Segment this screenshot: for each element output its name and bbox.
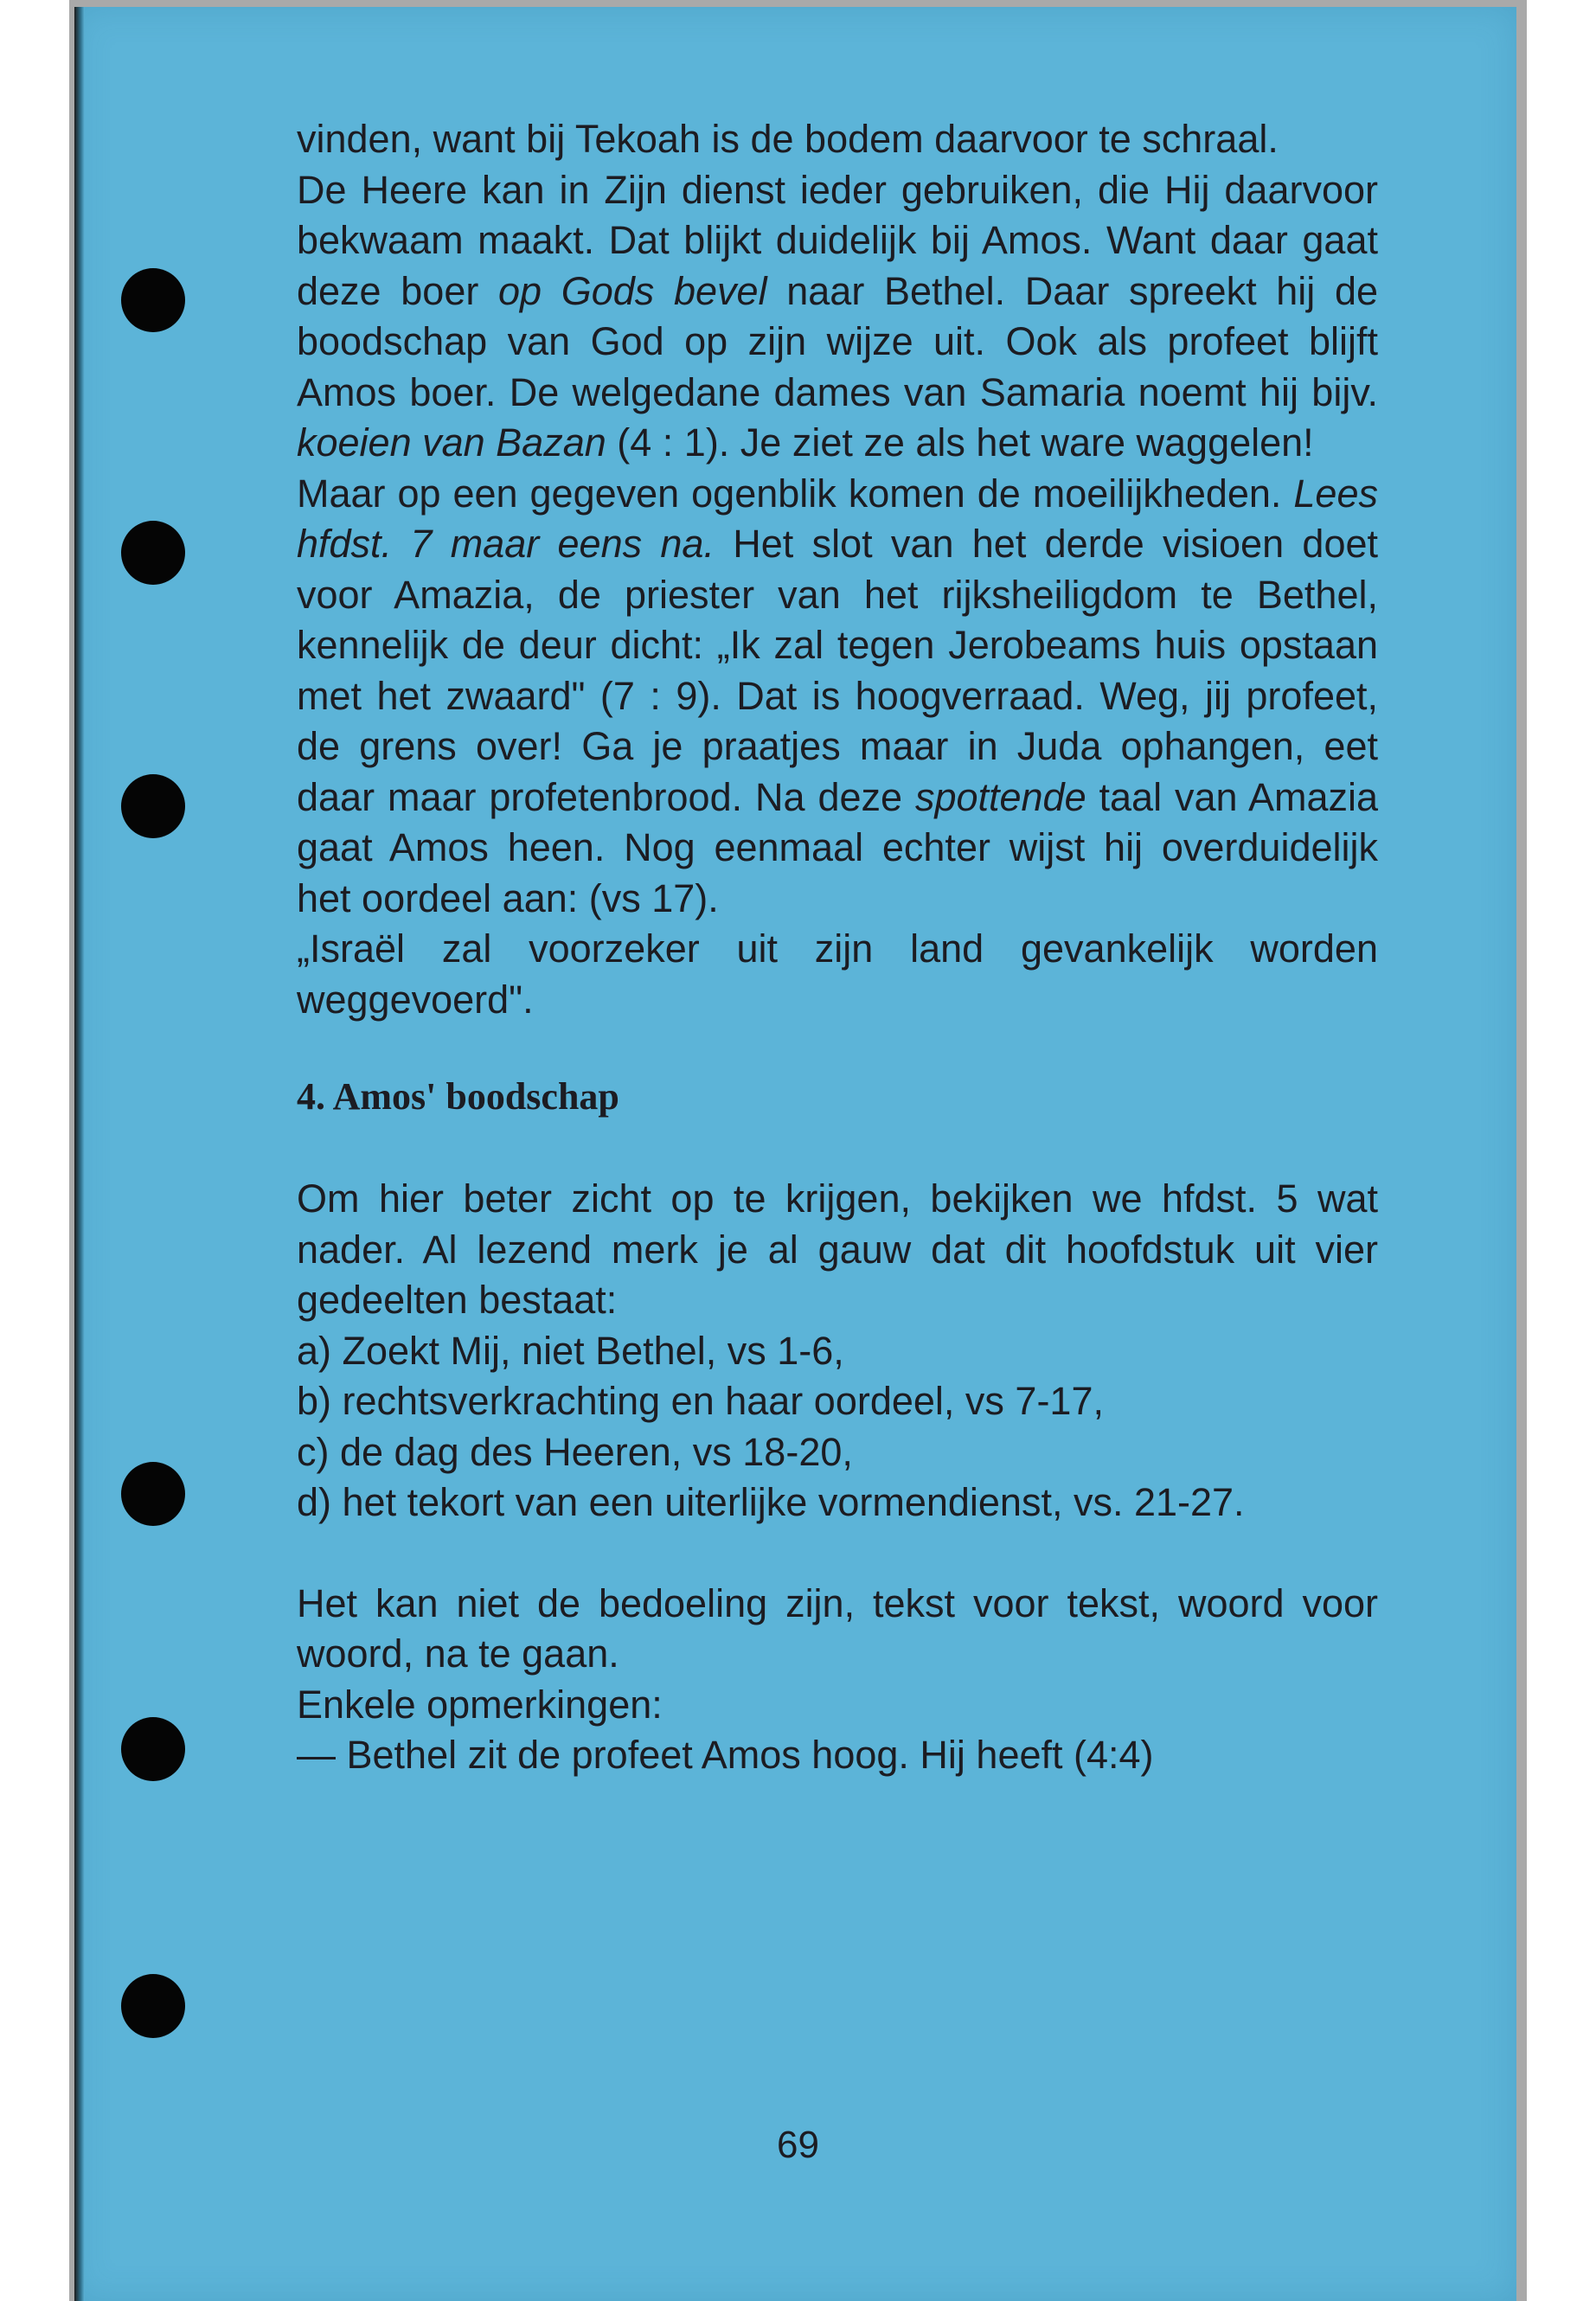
emphasis: koeien van Bazan — [297, 420, 606, 465]
paragraph: Het kan niet de bedoeling zijn, tekst voor tekst, woord voor woord, na te gaan. — [297, 1580, 1378, 1676]
emphasis: op Gods bevel — [498, 268, 767, 313]
spacer — [297, 1529, 1378, 1579]
text-run: (4 : 1). Je ziet ze als het ware waggelen! — [606, 420, 1314, 465]
punch-hole — [121, 774, 185, 838]
punch-hole — [121, 1462, 185, 1526]
list-item: a) Zoekt Mij, niet Bethel, vs 1-6, — [297, 1328, 844, 1373]
paragraph — [297, 165, 1378, 469]
text-run: taal van Amazia gaat Amos heen. Nog eenmaal echter wijst hij overduidelijk het oordeel aan: (vs 17). — [297, 774, 1378, 920]
body-text — [297, 114, 1378, 1781]
page-edge-shadow — [74, 7, 85, 2301]
text-run: Het slot van het derde visioen doet voor Amazia, de priester van het rijksheiligdom te Bethel, kennelijk de deur dicht: „Ik zal tegen Jerobeams huis opstaan met het zwaard" (7 : 9). Dat is hoogverraad. Weg, jij profeet, de grens over! Ga je praatjes maar in Juda ophangen, eet daar maar profetenbrood. Na deze — [297, 522, 1378, 819]
emphasis: Lees hfdst. 7 maar eens na. — [297, 471, 1378, 566]
punch-hole — [121, 521, 185, 585]
paragraph — [297, 469, 1378, 925]
text-run: naar Bethel. Daar spreekt hij de boodschap van God op zijn wijze uit. Ook als profeet blijft Amos boer. De welgedane dames van Samaria noemt hij bijv. — [297, 268, 1379, 414]
list-item: d) het tekort van een uiterlijke vormendienst, vs. 21-27. — [297, 1480, 1245, 1524]
paragraph: vinden, want bij Tekoah is de bodem daarvoor te schraal. — [297, 117, 1279, 161]
punch-hole — [121, 1717, 185, 1781]
list-item: b) rechtsverkrachting en haar oordeel, vs 7-17, — [297, 1379, 1104, 1423]
list-item: c) de dag des Heeren, vs 18-20, — [297, 1429, 853, 1474]
section-heading: 4. Amos' boodschap — [297, 1075, 619, 1118]
paragraph: Om hier beter zicht op te krijgen, bekijken we hfdst. 5 wat nader. Al lezend merk je al gauw dat dit hoofdstuk uit vier gedeelten bestaat: — [297, 1176, 1378, 1322]
punch-hole — [121, 1974, 185, 2038]
text-run: De Heere kan in Zijn dienst ieder gebruiken, die Hij daarvoor bekwaam maakt. Dat blijkt duidelijk bij Amos. Want daar gaat deze boer — [297, 167, 1378, 313]
quote-paragraph: „Israël zal voorzeker uit zijn land gevankelijk worden weggevoerd". — [297, 926, 1378, 1022]
emphasis: spottende — [914, 774, 1086, 819]
paragraph: — Bethel zit de profeet Amos hoog. Hij heeft (4:4) — [297, 1733, 1154, 1777]
page-number: 69 — [777, 2124, 819, 2166]
text-run: Maar op een gegeven ogenblik komen de moeilijkheden. — [297, 471, 1294, 516]
paragraph: Enkele opmerkingen: — [297, 1682, 663, 1727]
punch-hole — [121, 268, 185, 332]
